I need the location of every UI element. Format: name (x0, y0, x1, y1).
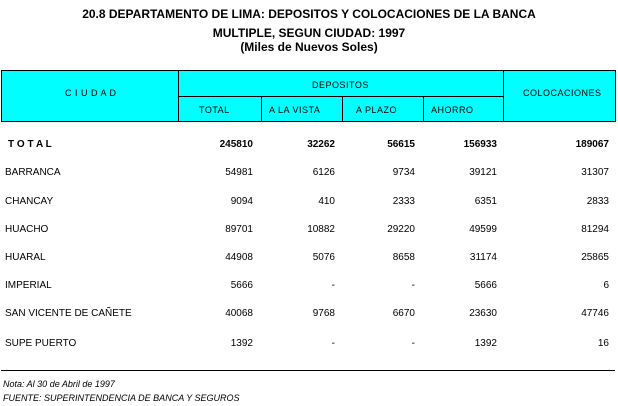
row-label: BARRANCA (5, 167, 61, 178)
cell-total: 245810 (219, 139, 253, 150)
cell-ahorro: 5666 (474, 280, 497, 291)
cell-plazo: 8658 (392, 252, 415, 263)
cell-ahorro: 39121 (469, 167, 497, 178)
cell-ahorro: 156933 (463, 139, 497, 150)
table-title-line2: MULTIPLE, SEGUN CIUDAD: 1997 (212, 26, 406, 40)
cell-plazo: - (411, 280, 415, 291)
table-source: FUENTE: SUPERINTENDENCIA DE BANCA Y SEGUROS (3, 393, 240, 403)
cell-ahorro: 23630 (469, 308, 497, 319)
cell-ahorro: 6351 (474, 196, 497, 207)
cell-total: 9094 (230, 196, 253, 207)
cell-plazo: 9734 (392, 167, 415, 178)
header-depositos: DEPOSITOS (312, 80, 369, 90)
cell-vista: 410 (318, 196, 335, 207)
cell-total: 54981 (225, 167, 253, 178)
cell-vista: 32262 (307, 139, 335, 150)
header-ahorro: AHORRO (431, 105, 474, 115)
cell-colocaciones: 6 (603, 280, 609, 291)
cell-total: 44908 (225, 252, 253, 263)
row-label: SUPE PUERTO (5, 338, 77, 349)
table-title-line1: 20.8 DEPARTAMENTO DE LIMA: DEPOSITOS Y COLOCACIONES DE LA BANCA (82, 7, 536, 21)
cell-colocaciones: 189067 (575, 139, 609, 150)
cell-colocaciones: 16 (597, 338, 609, 349)
cell-colocaciones: 47746 (581, 308, 609, 319)
cell-vista: 10882 (307, 224, 335, 235)
row-label: HUARAL (5, 252, 46, 263)
cell-total: 5666 (230, 280, 253, 291)
cell-ahorro: 31174 (469, 252, 497, 263)
header-colocaciones: COLOCACIONES (523, 88, 602, 98)
cell-ahorro: 49599 (469, 224, 497, 235)
cell-colocaciones: 81294 (581, 224, 609, 235)
row-label: IMPERIAL (5, 280, 52, 291)
header-total: TOTAL (199, 105, 230, 115)
header-a-plazo: A PLAZO (356, 105, 398, 115)
cell-total: 40068 (225, 308, 253, 319)
cell-ahorro: 1392 (474, 338, 497, 349)
cell-total: 89701 (225, 224, 253, 235)
cell-plazo: - (411, 338, 415, 349)
cell-colocaciones: 25865 (581, 252, 609, 263)
table-header (1, 70, 616, 122)
cell-total: 1392 (230, 338, 253, 349)
cell-vista: 9768 (312, 308, 335, 319)
cell-plazo: 56615 (387, 139, 415, 150)
header-ciudad: C I U D A D (65, 88, 117, 98)
cell-colocaciones: 31307 (581, 167, 609, 178)
cell-vista: - (331, 338, 335, 349)
cell-plazo: 6670 (392, 308, 415, 319)
cell-colocaciones: 2833 (586, 196, 609, 207)
row-label: CHANCAY (5, 196, 54, 207)
cell-vista: 5076 (312, 252, 335, 263)
table-note: Nota: Al 30 de Abril de 1997 (3, 379, 115, 389)
cell-vista: - (331, 280, 335, 291)
row-label: HUACHO (5, 224, 49, 235)
table-units: (Miles de Nuevos Soles) (240, 40, 378, 54)
cell-plazo: 29220 (387, 224, 415, 235)
table-bottom-rule (1, 370, 615, 371)
row-label: T O T A L (8, 139, 52, 150)
header-a-la-vista: A LA VISTA (269, 105, 321, 115)
row-label: SAN VICENTE DE CAÑETE (5, 308, 132, 319)
cell-plazo: 2333 (392, 196, 415, 207)
cell-vista: 6126 (312, 167, 335, 178)
